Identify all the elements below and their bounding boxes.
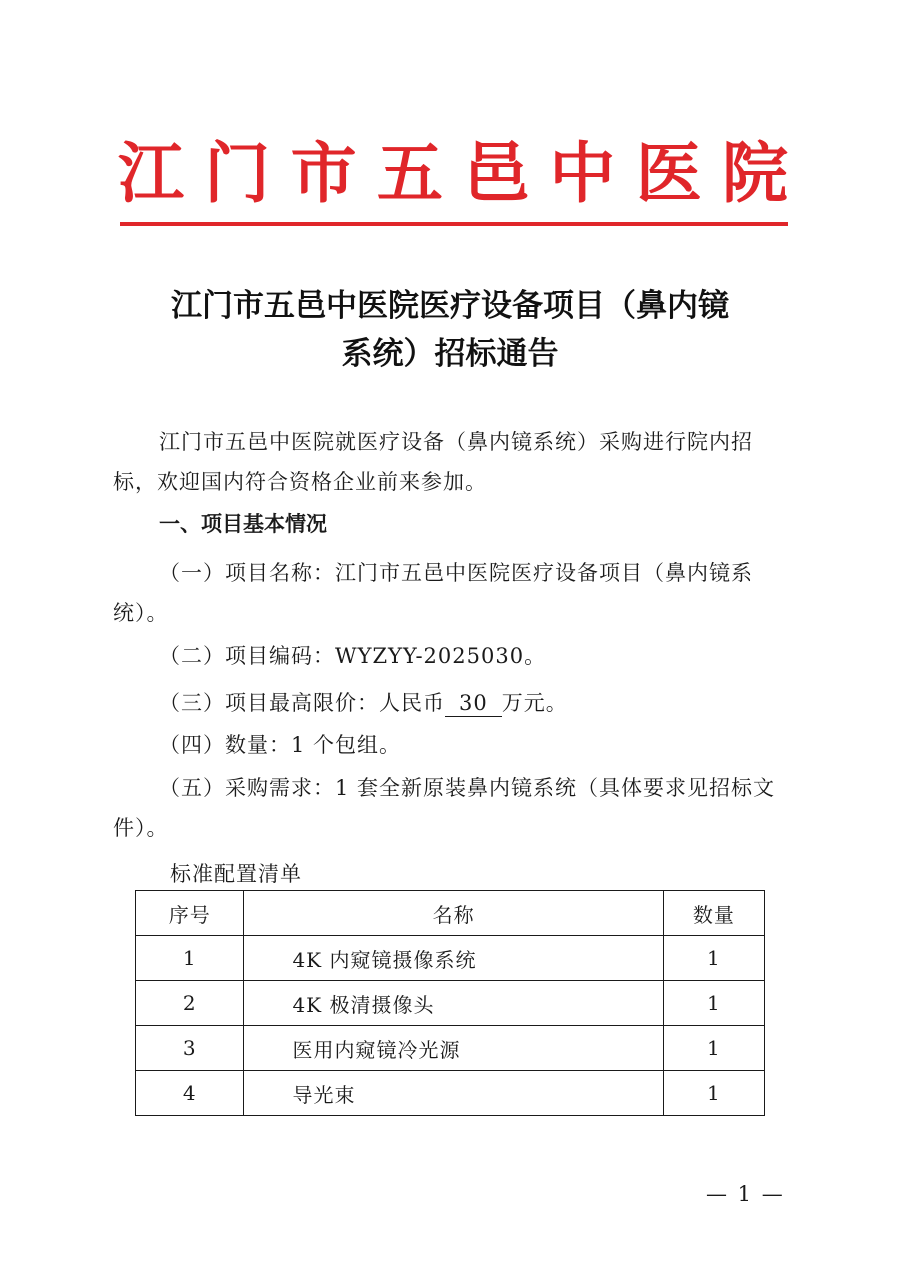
- cell-name: 导光束: [244, 1071, 663, 1116]
- cell-name: 4K 极清摄像头: [244, 981, 663, 1026]
- table-row: [136, 981, 765, 1026]
- max-price-prefix: （三）项目最高限价：人民币: [159, 691, 445, 715]
- masthead-char: 江: [118, 134, 184, 212]
- intro-paragraph: 江门市五邑中医院就医疗设备（鼻内镜系统）采购进行院内招标，欢迎国内符合资格企业前来参加。: [113, 430, 753, 494]
- cell-quantity: 1: [663, 1071, 764, 1116]
- section-heading-basic-info: 一、项目基本情况: [159, 512, 327, 536]
- item-max-price: [159, 683, 568, 723]
- masthead-char: 门: [204, 134, 271, 212]
- cell-quantity: 1: [663, 1026, 764, 1071]
- header-serial: 序号: [136, 891, 244, 936]
- item-procurement-needs: （五）采购需求：1 套全新原装鼻内镜系统（具体要求见招标文件）。: [113, 776, 776, 840]
- masthead-char: 医: [635, 134, 702, 212]
- cell-quantity: 1: [663, 936, 764, 981]
- table-row: [136, 1026, 765, 1071]
- page-number: — 1 —: [706, 1182, 785, 1206]
- item-quantity: （四）数量：1 个包组。: [159, 733, 402, 757]
- cell-serial: 1: [136, 936, 244, 981]
- table-row: [136, 1071, 765, 1116]
- item-project-code: （二）项目编码：WYZYY-2025030。: [159, 644, 547, 668]
- cell-serial: 2: [136, 981, 244, 1026]
- document-title: [110, 282, 790, 378]
- max-price-amount: 30: [445, 690, 502, 717]
- cell-serial: 4: [136, 1071, 244, 1116]
- masthead-char: 中: [549, 134, 616, 212]
- equipment-table: [135, 890, 765, 1116]
- cell-quantity: 1: [663, 981, 764, 1026]
- masthead-char: 市: [290, 134, 357, 212]
- header-quantity: 数量: [663, 891, 764, 936]
- max-price-suffix: 万元。: [501, 691, 568, 715]
- masthead-char: 五: [376, 134, 443, 212]
- cell-serial: 3: [136, 1026, 244, 1071]
- document-title-line2: 系统）招标通告: [341, 336, 559, 372]
- masthead-red-rule: [120, 222, 788, 226]
- header-name: 名称: [244, 891, 663, 936]
- item-project-name: （一）项目名称：江门市五邑中医院医疗设备项目（鼻内镜系统）。: [113, 561, 753, 625]
- masthead-char: 邑: [463, 134, 530, 212]
- table-caption: 标准配置清单: [170, 862, 302, 886]
- masthead-char: 院: [721, 134, 788, 212]
- table-header-row: [136, 891, 765, 936]
- document-title-line1: 江门市五邑中医院医疗设备项目（鼻内镜: [171, 288, 729, 324]
- table-row: [136, 936, 765, 981]
- cell-name: 医用内窥镜冷光源: [244, 1026, 663, 1071]
- cell-name: 4K 内窥镜摄像系统: [244, 936, 663, 981]
- masthead-org-name: [118, 128, 788, 218]
